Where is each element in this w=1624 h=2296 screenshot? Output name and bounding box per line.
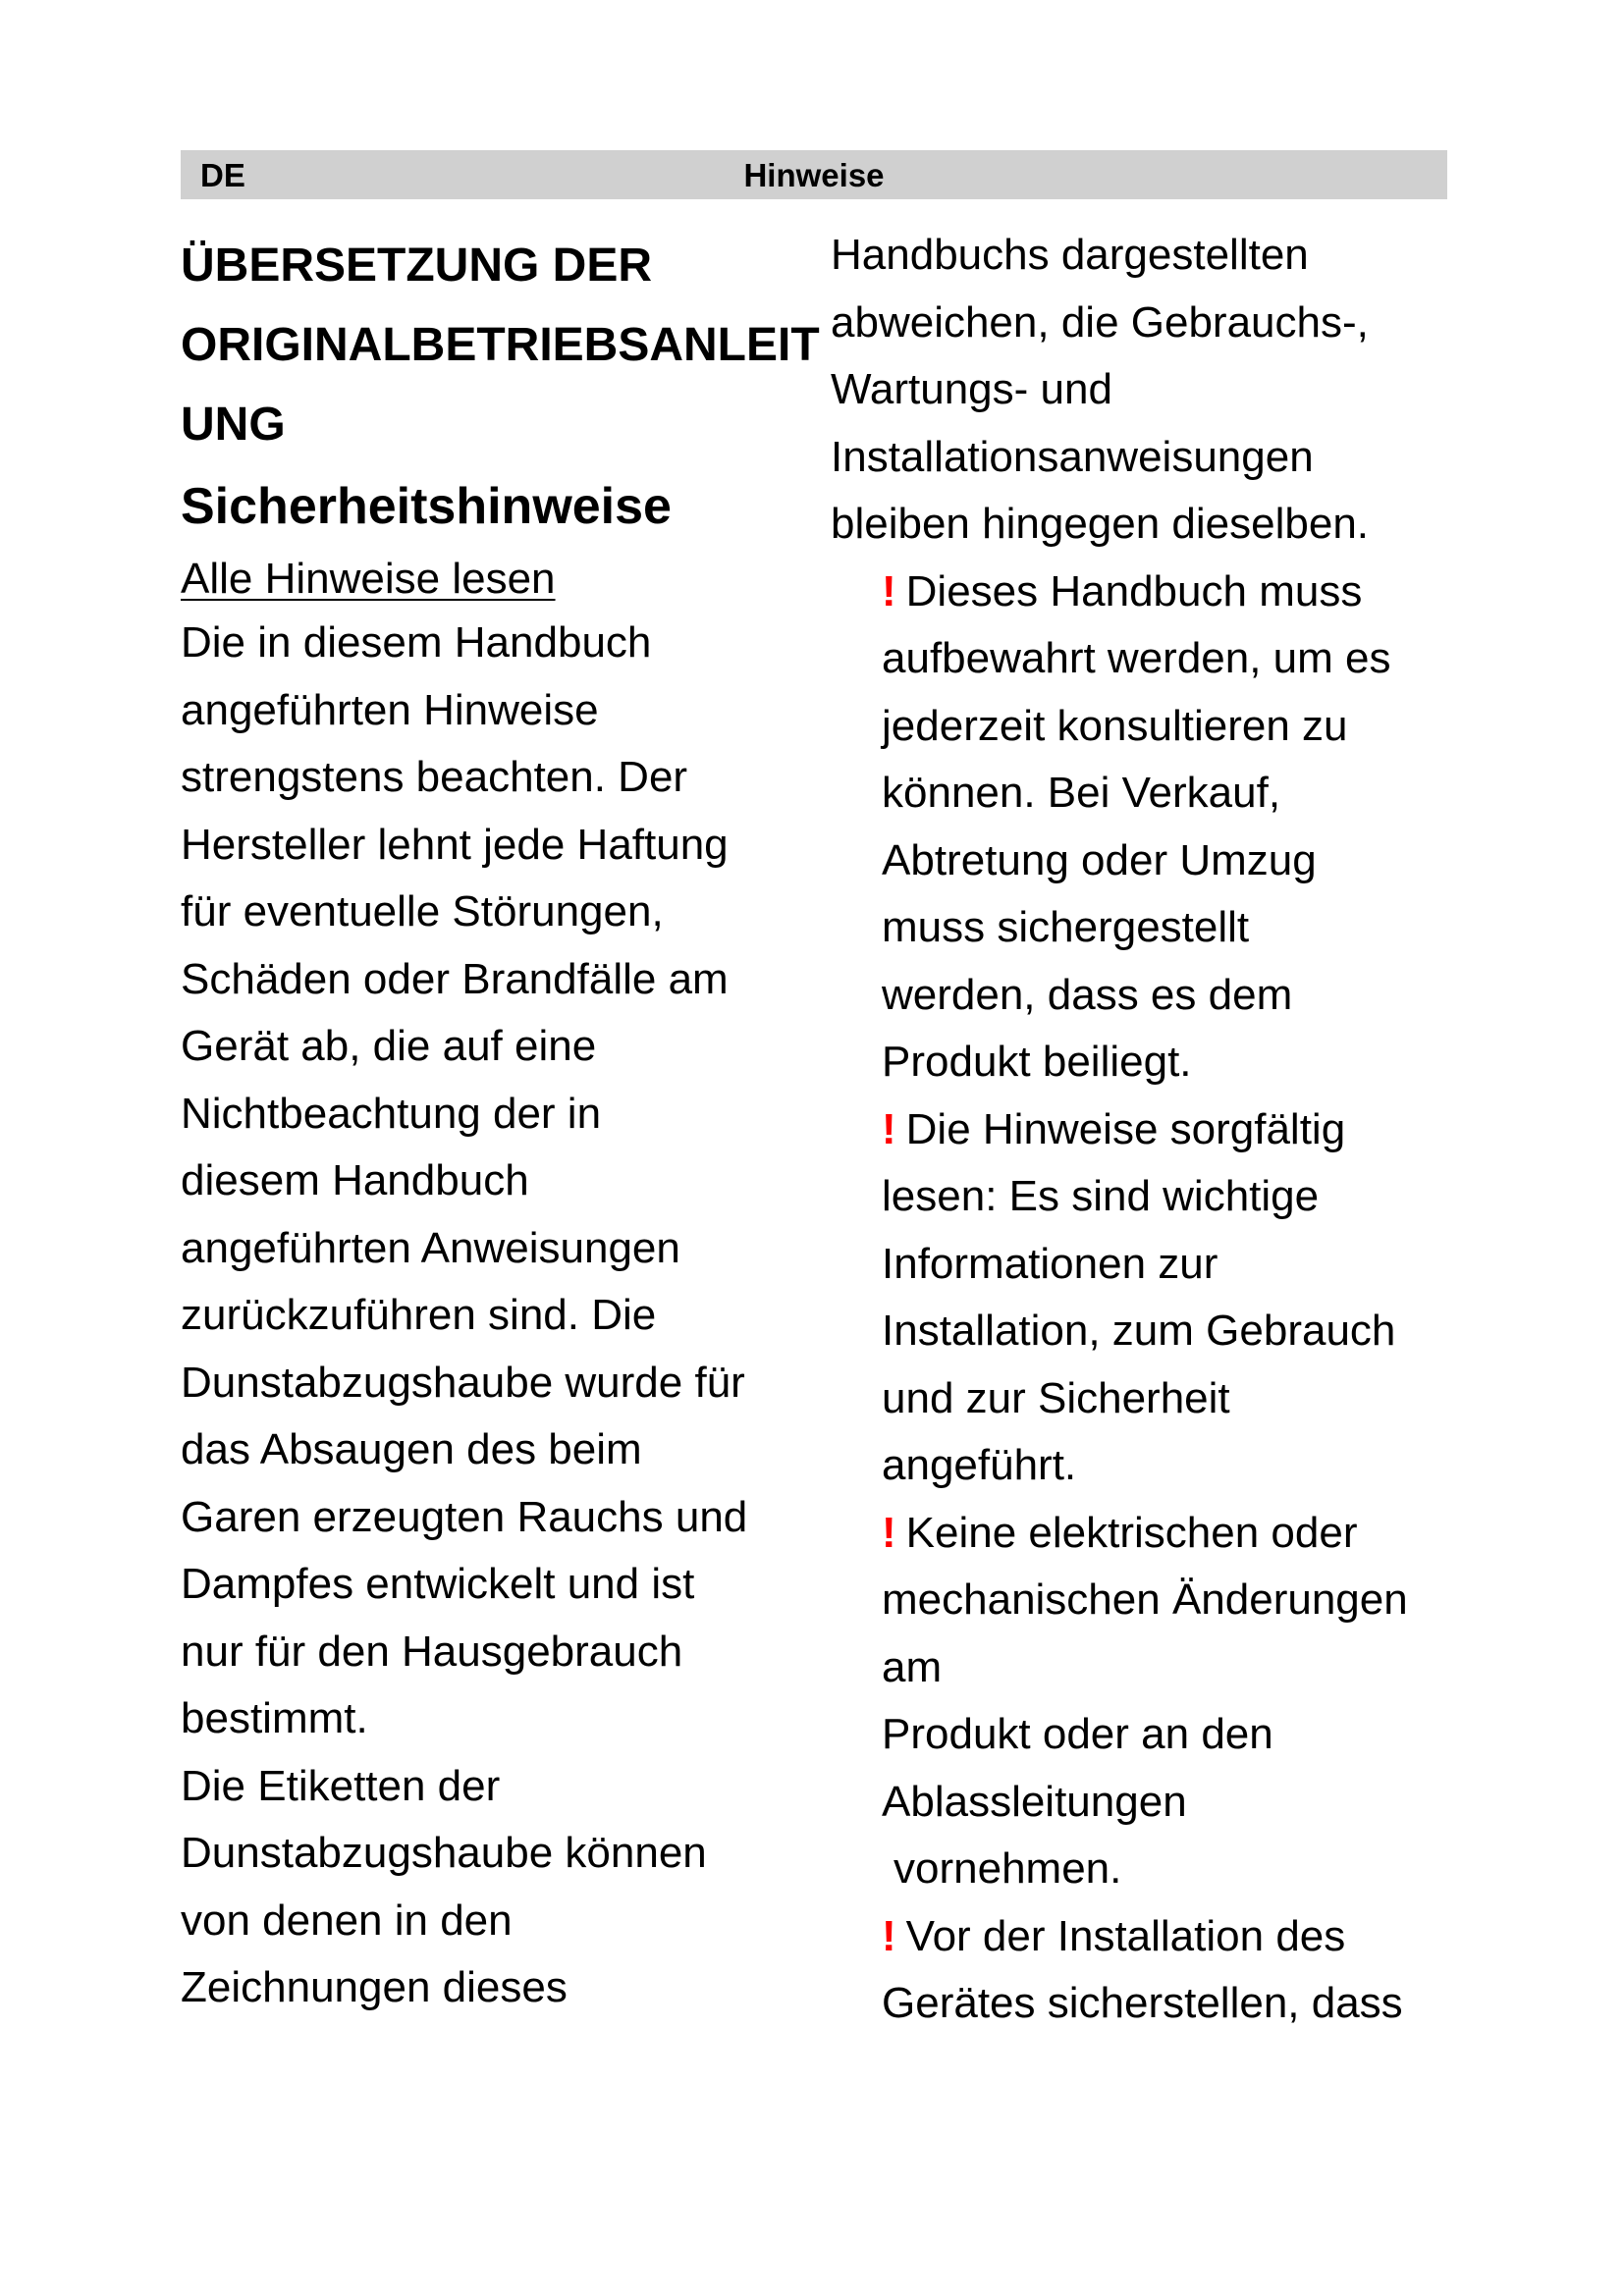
text-line: und zur Sicherheit [882,1373,1230,1422]
labels-paragraph-continued [831,222,1459,559]
text-line: Installation, zum Gebrauch [882,1307,1396,1355]
text-line: Die Hinweise sorgfältig [905,1104,1346,1153]
text-line: für eventuelle Störungen, [181,887,664,935]
notice-before-installation [831,1903,1459,2038]
text-line: Dampfes entwickelt und ist [181,1560,695,1608]
text-line: vornehmen. [893,1844,1122,1893]
text-line: Vor der Installation des [905,1911,1346,1960]
text-line: Gerät ab, die auf eine [181,1022,597,1070]
header-title: Hinweise [743,157,885,193]
text-line: Produkt beiliegt. [882,1038,1192,1086]
text-line: Dieses Handbuch muss [905,566,1363,615]
text-line: Schäden oder Brandfälle am [181,954,729,1003]
text-line: Installationsanweisungen [831,432,1314,481]
language-code: DE [200,157,245,193]
text-line: Keine elektrischen oder [905,1508,1358,1557]
text-line: aufbewahrt werden, um es [882,634,1391,682]
page-header-bar [181,150,1447,199]
text-line: Nichtbeachtung der in [181,1089,602,1138]
text-line: Dunstabzugshaube wurde für [181,1358,745,1407]
text-line: Zeichnungen dieses [181,1963,568,2011]
text-line: diesem Handbuch [181,1156,529,1204]
warning-exclamation-icon: ! [882,1911,896,1960]
text-line: Informationen zur [882,1239,1218,1288]
notice-no-modifications [831,1500,1459,1903]
text-line: Handbuchs dargestellten [831,231,1309,279]
document-title [181,226,820,464]
text-line: nur für den Hausgebrauch [181,1627,683,1676]
subheading-read-all-notes: Alle Hinweise lesen [181,555,556,603]
text-line: das Absaugen des beim [181,1425,642,1473]
left-column [181,226,820,2022]
text-line: bleiben hingegen dieselben. [831,500,1370,548]
text-line: Abtretung oder Umzug [882,835,1317,884]
text-line: von denen in den [181,1896,513,1945]
labels-paragraph [181,1753,809,2022]
text-line: Hersteller lehnt jede Haftung [181,820,729,869]
text-line: strengstens beachten. Der [181,753,688,801]
text-line: Dunstabzugshaube können [181,1829,707,1877]
text-line: Ablassleitungen [882,1777,1187,1826]
text-line: Produkt oder an den [882,1710,1273,1758]
right-column [831,222,1459,2038]
text-line: angeführten Anweisungen [181,1223,680,1272]
text-line: Die Etiketten der [181,1761,501,1810]
title-line: UNG [181,399,286,451]
warning-exclamation-icon: ! [882,1104,896,1153]
text-line: am [882,1642,943,1691]
text-line: können. Bei Verkauf, [882,769,1281,817]
notice-keep-manual [831,559,1459,1096]
warning-exclamation-icon: ! [882,1508,896,1557]
text-line: mechanischen Änderungen [882,1575,1408,1624]
title-line: ÜBERSETZUNG DER [181,240,653,292]
notice-read-carefully [831,1096,1459,1500]
text-line: abweichen, die Gebrauchs-, [831,297,1369,347]
text-line: muss sichergestellt [882,903,1250,951]
title-line: ORIGINALBETRIEBSANLEIT [181,319,820,371]
text-line: bestimmt. [181,1694,368,1742]
text-line: angeführt. [882,1441,1077,1489]
text-line: jederzeit konsultieren zu [882,701,1348,750]
text-line: werden, dass es dem [882,970,1293,1019]
text-line: zurückzuführen sind. Die [181,1291,657,1339]
text-line: lesen: Es sind wichtige [882,1172,1320,1220]
intro-paragraph [181,610,809,1753]
text-line: Gerätes sicherstellen, dass [882,1979,1403,2027]
text-line: Wartungs- und [831,365,1112,413]
text-line: angeführten Hinweise [181,685,599,734]
section-title: Sicherheitshinweise [181,478,672,535]
text-line: Garen erzeugten Rauchs und [181,1492,748,1541]
warning-exclamation-icon: ! [882,566,896,615]
text-line: Die in diesem Handbuch [181,618,652,667]
